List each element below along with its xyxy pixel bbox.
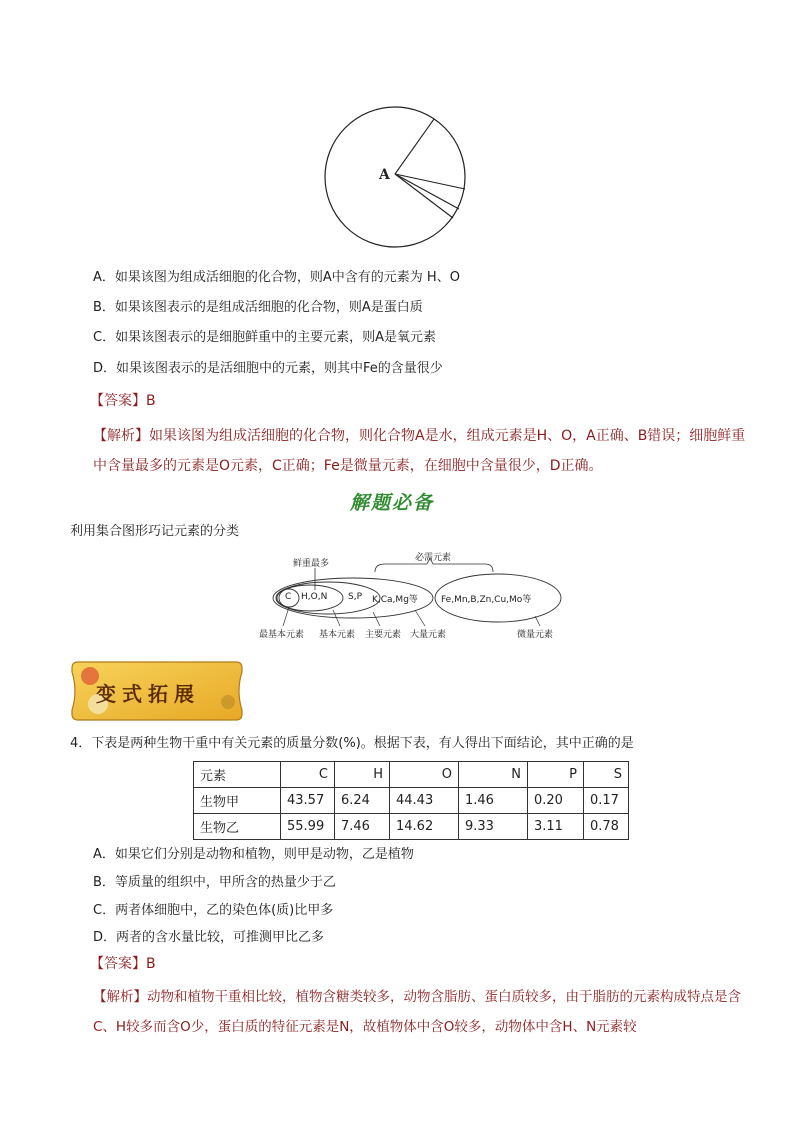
table-row [194, 788, 629, 814]
explanation-tag: 【解析】 [93, 428, 149, 444]
q4-option-d: D．两者的含水量比较，可推测甲比乙多 [93, 930, 325, 945]
option-a: A．如果该图为组成活细胞的化合物，则A中含有的元素为 H、O [93, 270, 460, 285]
table-cell: 1.46 [459, 788, 528, 814]
answer-tag: 【答案】 [90, 393, 146, 409]
table-header-cell: H [335, 762, 390, 788]
table-cell: 0.17 [584, 788, 629, 814]
venn-bottom-3: 主要元素 [365, 630, 402, 640]
element-table [193, 761, 629, 840]
venn-inner-3: S,P [348, 592, 363, 602]
venn-top-right: 必需元素 [415, 553, 452, 563]
table-cell: 生物甲 [194, 788, 281, 814]
table-header-cell: O [390, 762, 459, 788]
answer-tag: 【答案】 [90, 956, 146, 972]
option-b: B．如果该图表示的是组成活细胞的化合物，则A是蛋白质 [93, 300, 423, 315]
venn-diagram [255, 550, 575, 646]
explanation-tag: 【解析】 [93, 989, 147, 1005]
table-cell: 43.57 [281, 788, 335, 814]
answer-1 [90, 390, 156, 412]
table-cell: 生物乙 [194, 814, 281, 840]
table-cell: 0.78 [584, 814, 629, 840]
table-cell: 55.99 [281, 814, 335, 840]
venn-bottom-1: 最基本元素 [259, 630, 305, 640]
variant-banner [68, 658, 246, 724]
explanation-2 [93, 982, 753, 1042]
table-header-cell: P [528, 762, 584, 788]
q4-option-b: B．等质量的组织中，甲所含的热量少于乙 [93, 875, 336, 890]
venn-bottom-5: 微量元素 [517, 630, 554, 640]
venn-inner-1: C [285, 592, 292, 602]
tip-title: 利用集合图形巧记元素的分类 [70, 524, 240, 539]
table-header-cell: S [584, 762, 629, 788]
venn-inner-2: H,O,N [301, 592, 328, 602]
pie-circle [325, 107, 465, 247]
table-header-cell: C [281, 762, 335, 788]
pie-slice-line-1 [395, 119, 434, 174]
table-cell: 7.46 [335, 814, 390, 840]
venn-bottom-2: 基本元素 [319, 630, 356, 640]
pie-slice-line-3 [395, 174, 459, 209]
q4-stem: 4．下表是两种生物干重中有关元素的质量分数(%)。根据下表，有人得出下面结论，其中正确的是 [70, 736, 634, 751]
q4-option-a: A．如果它们分别是动物和植物，则甲是动物，乙是植物 [93, 847, 414, 862]
table-cell: 14.62 [390, 814, 459, 840]
table-cell: 0.20 [528, 788, 584, 814]
q4-option-c: C．两者体细胞中，乙的染色体(质)比甲多 [93, 903, 334, 918]
pie-label: A [379, 167, 390, 183]
table-row [194, 814, 629, 840]
venn-inner-4: K,Ca,Mg等 [372, 595, 418, 605]
table-cell: 3.11 [528, 814, 584, 840]
pie-figure [322, 104, 472, 254]
table-header-cell: 元素 [194, 762, 281, 788]
venn-right-group: Fe,Mn,B,Zn,Cu,Mo等 [441, 595, 532, 605]
explanation-1 [93, 421, 753, 481]
explanation-text: 如果该图为组成活细胞的化合物，则化合物A是水，组成元素是H、O，A正确、B错误；细胞鲜重中含量最多的元素是O元素，C正确；Fe是微量元素，在细胞中含量很少，D正确。 [93, 428, 746, 474]
answer-2 [90, 953, 156, 975]
table-cell: 9.33 [459, 814, 528, 840]
explanation-text: 动物和植物干重相比较，植物含糖类较多，动物含脂肪、蛋白质较多，由于脂肪的元素构成特点是含C、H较多而含O少，蛋白质的特征元素是N，故植物体中含O较多，动物体中含H、N元素较 [93, 989, 741, 1035]
banner-text: 变式拓展 [96, 682, 200, 706]
option-d: D．如果该图表示的是活细胞中的元素，则其中Fe的含量很少 [93, 361, 443, 376]
section-heading: 解题必备 [350, 492, 435, 514]
table-header-row [194, 762, 629, 788]
venn-bottom-4: 大量元素 [410, 630, 447, 640]
option-c: C．如果该图表示的是细胞鲜重中的主要元素，则A是氧元素 [93, 330, 436, 345]
table-cell: 6.24 [335, 788, 390, 814]
answer-value: B [146, 393, 156, 409]
answer-value: B [146, 956, 156, 972]
table-cell: 44.43 [390, 788, 459, 814]
venn-top-left: 鲜重最多 [293, 559, 330, 569]
table-header-cell: N [459, 762, 528, 788]
